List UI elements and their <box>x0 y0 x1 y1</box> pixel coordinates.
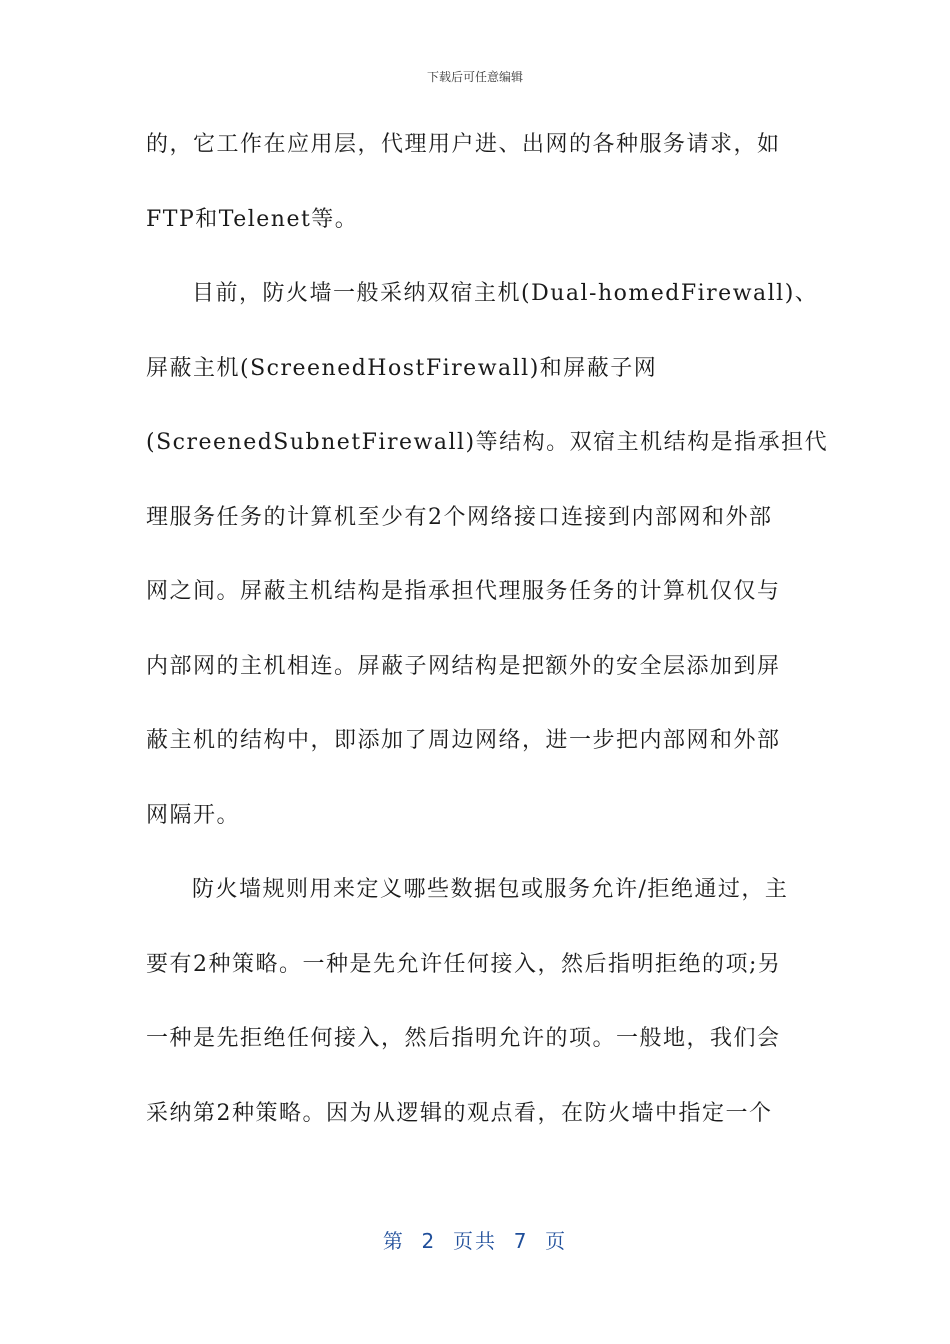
text-line: 内部网的主机相连。屏蔽子网结构是把额外的安全层添加到屏 <box>146 653 781 679</box>
text-line: 采纳第2种策略。因为从逻辑的观点看，在防火墙中指定一个 <box>146 1100 773 1126</box>
text-line: FTP和Telenet等。 <box>146 206 359 232</box>
document-body <box>146 120 829 1163</box>
text-line: 要有2种策略。一种是先允许任何接入，然后指明拒绝的项;另 <box>146 951 782 977</box>
text-line: 网之间。屏蔽主机结构是指承担代理服务任务的计算机仅仅与 <box>146 579 781 604</box>
text-line: 蔽主机的结构中，即添加了周边网络，进一步把内部网和外部 <box>146 728 781 753</box>
text-line: 屏蔽主机(ScreenedHostFirewall)和屏蔽子网 <box>146 355 658 381</box>
page-number-footer: 第 2 页共 7 页 <box>382 1229 568 1253</box>
text-line: 一种是先拒绝任何接入，然后指明允许的项。一般地，我们会 <box>146 1026 781 1051</box>
header-note: 下载后可任意编辑 <box>426 70 523 84</box>
text-line: (ScreenedSubnetFirewall)等结构。双宿主机结构是指承担代 <box>146 430 829 455</box>
text-line: 网隔开。 <box>146 802 241 828</box>
paragraph-start-line: 目前，防火墙一般采纳双宿主机(Dual-homedFirewall)、 <box>192 281 819 306</box>
text-line: 理服务任务的计算机至少有2个网络接口连接到内部网和外部 <box>146 504 773 530</box>
paragraph-start-line: 防火墙规则用来定义哪些数据包或服务允许/拒绝通过，主 <box>192 877 789 902</box>
text-line: 的，它工作在应用层，代理用户进、出网的各种服务请求，如 <box>146 132 781 157</box>
